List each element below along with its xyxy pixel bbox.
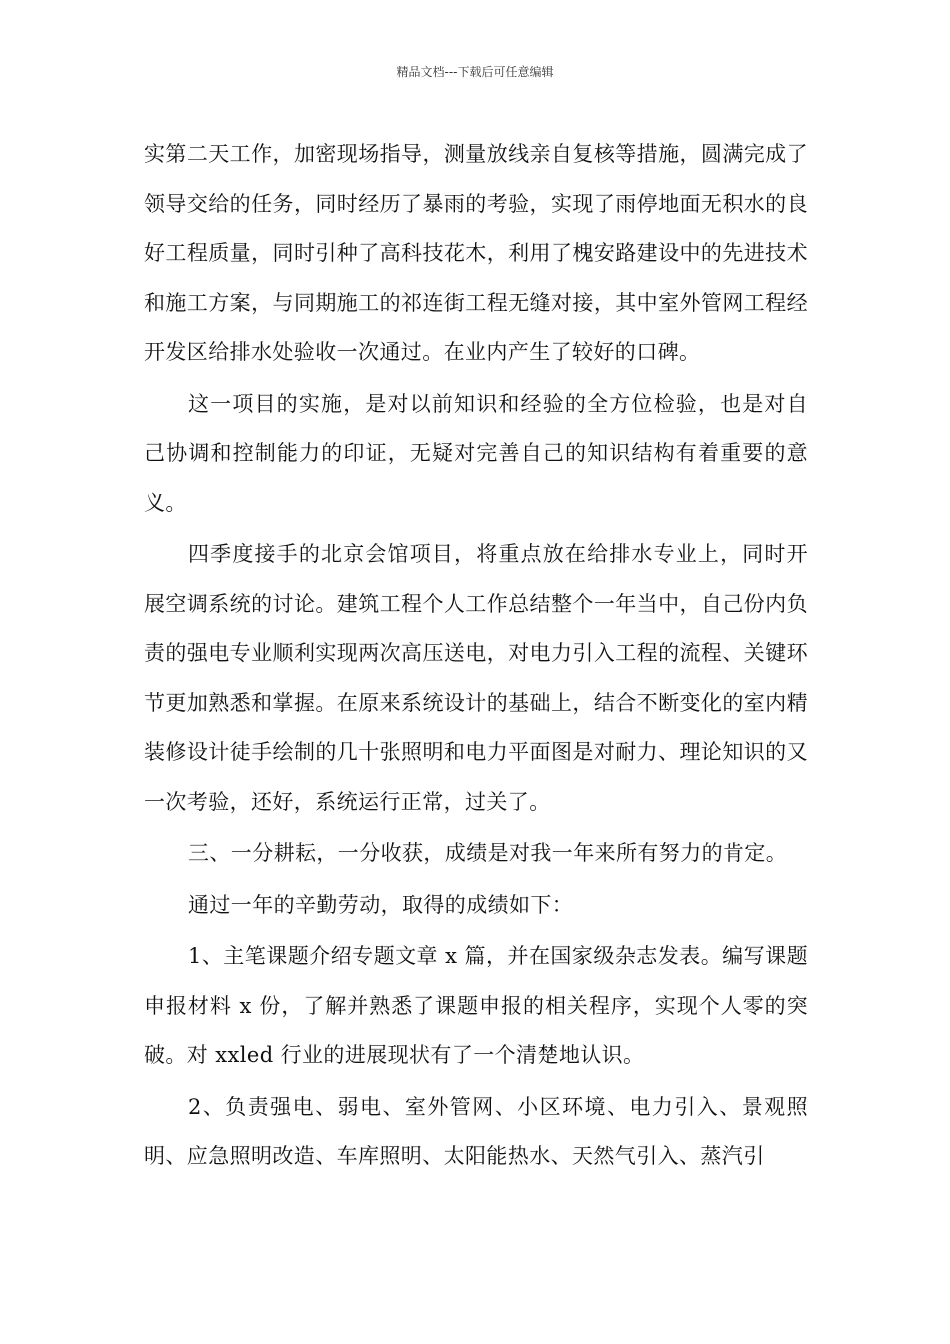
paragraph-7: 2、负责强电、弱电、室外管网、小区环境、电力引入、景观照明、应急照明改造、车库照明、太阳能热水、天然气引入、蒸汽引 (144, 1094, 808, 1168)
page-header: 精品文档---下载后可任意编辑 (396, 65, 554, 79)
paragraph-5: 通过一年的辛勤劳动，取得的成绩如下： (188, 892, 574, 917)
paragraph-1: 实第二天工作，加密现场指导，测量放线亲自复核等措施，圆满完成了领导交给的任务，同时经历了暴雨的考验，实现了雨停地面无积水的良好工程质量，同时引种了高科技花木，利用了槐安路建设中的先进技术和施工方案，与同期施工的祁连街工程无缝对接，其中室外管网工程经开发区给排水处验收一次通过。在业内产生了较好的口碑。 (144, 142, 808, 364)
paragraph-4: 三、一分耕耘，一分收获，成绩是对我一年来所有努力的肯定。 (188, 841, 788, 865)
paragraph-2: 这一项目的实施，是对以前知识和经验的全方位检验，也是对自己协调和控制能力的印证，无疑对完善自己的知识结构有着重要的意义。 (144, 391, 808, 515)
document-body (144, 130, 808, 1182)
paragraph-6: 1、主笔课题介绍专题文章 x 篇，并在国家级杂志发表。编写课题申报材料 x 份，了解并熟悉了课题申报的相关程序，实现个人零的突破。对 xxled 行业的进展现状有了一个清楚地认识。 (144, 944, 808, 1067)
paragraph-3: 四季度接手的北京会馆项目，将重点放在给排水专业上，同时开展空调系统的讨论。建筑工程个人工作总结整个一年当中，自己份内负责的强电专业顺利实现两次高压送电，对电力引入工程的流程、关键环节更加熟悉和掌握。在原来系统设计的基础上，结合不断变化的室内精装修设计徒手绘制的几十张照明和电力平面图是对耐力、理论知识的又一次考验，还好，系统运行正常，过关了。 (144, 542, 808, 814)
